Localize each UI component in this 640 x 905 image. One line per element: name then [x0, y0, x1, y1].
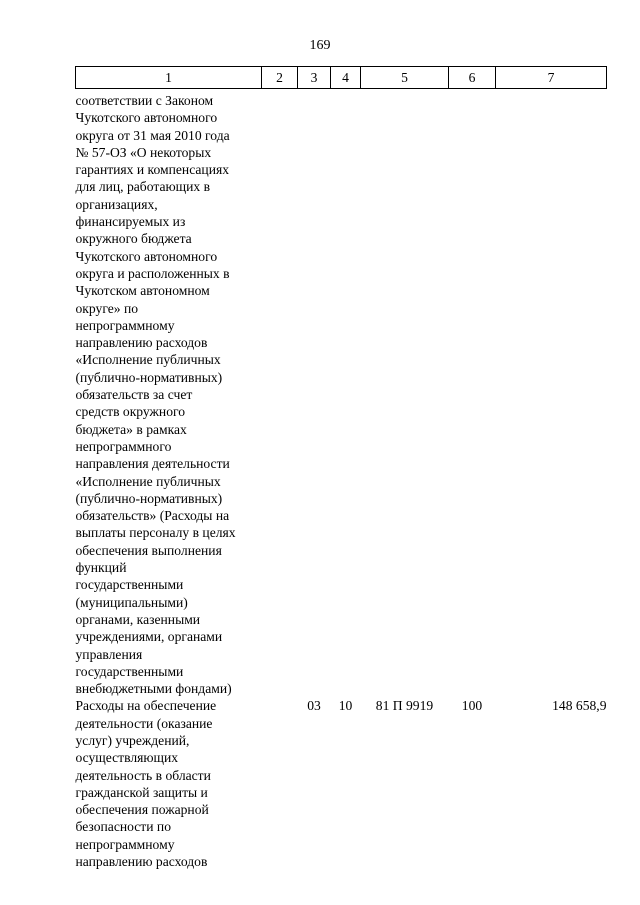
column-header-2: 2: [262, 67, 298, 89]
row-target-article: [361, 89, 449, 698]
row-col-2: [262, 697, 298, 870]
row-description: соответствии с Законом Чукотского автономного округа от 31 мая 2010 года № 57-ОЗ «О некоторых гарантиях и компенсациях для лиц, работающих в организациях, финансируемых из окружного бюджета Чукотского автономного округа и расположенных в Чукотском автономном округе» по непрограммному направлению расходов «Исполнение публичных (публично-нормативных) обязательств за счет средств окружного бюджета» в рамках непрограммного направления деятельности «Исполнение публичных (публично-нормативных) обязательств» (Расходы на выплаты персоналу в целях обеспечения выполнения функций государственными (муниципальными) органами, казенными учреждениями, органами управления государственными внебюджетными фондами): [75, 93, 236, 697]
column-header-1: 1: [76, 67, 262, 89]
row-section-code: [298, 89, 331, 698]
row-amount: 148 658,9: [552, 698, 607, 714]
row-description: Расходы на обеспечение деятельности (оказание услуг) учреждений, осуществляющих деятельность в области гражданской защиты и обеспечения пожарной безопасности по непрограммному направлению расходов: [75, 698, 217, 870]
table-row: [76, 697, 607, 870]
table-row: [76, 89, 607, 698]
row-expense-type: 100: [461, 698, 483, 714]
row-expense-type: [449, 89, 496, 698]
row-amount: [496, 89, 607, 698]
row-section-code: 03: [307, 698, 321, 714]
column-header-7: 7: [496, 67, 607, 89]
table-header-row: [76, 67, 607, 89]
row-col-2: [262, 89, 298, 698]
budget-table: [75, 66, 607, 870]
column-header-3: 3: [298, 67, 331, 89]
row-subsection-code: [331, 89, 361, 698]
column-header-5: 5: [361, 67, 449, 89]
row-target-article: 81 П 9919: [375, 698, 434, 714]
page-number: 169: [309, 38, 331, 53]
column-header-4: 4: [331, 67, 361, 89]
row-subsection-code: 10: [338, 698, 353, 714]
column-header-6: 6: [449, 67, 496, 89]
